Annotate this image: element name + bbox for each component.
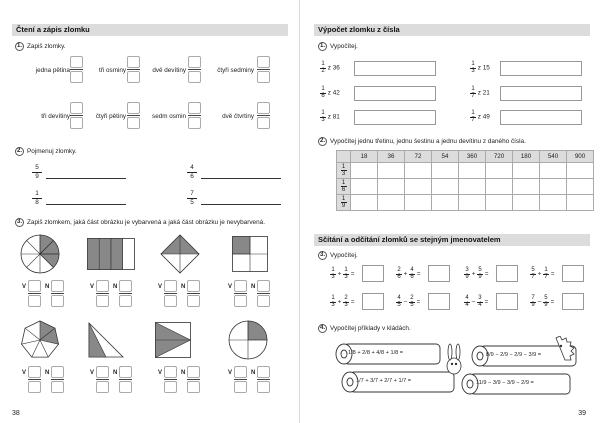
calc-expression: $\frac{1}{6}$ z 42: [321, 86, 340, 100]
triangle-picture: [88, 322, 124, 358]
page-number: 39: [578, 410, 586, 417]
table-header: 900: [567, 151, 594, 163]
fraction-answer-box[interactable]: [51, 280, 64, 307]
fraction-answer-box[interactable]: [164, 280, 177, 307]
logs-illustration: [330, 336, 590, 402]
fraction-equation: $\frac{1}{3}$ + $\frac{1}{3}$ =: [331, 267, 355, 281]
task-text: Vypočítej.: [330, 252, 358, 260]
task-number: 1.: [16, 43, 22, 49]
task-number: 4.: [319, 325, 325, 331]
table-row: $\frac{1}{9}$: [337, 195, 594, 211]
task-number: 3.: [319, 252, 325, 258]
fraction-answer-box[interactable]: [127, 102, 140, 129]
log-expression: 1/7 + 3/7 + 2/7 + 1/7 =: [356, 378, 412, 384]
fraction-answer-box[interactable]: [119, 366, 132, 393]
task-3-instruction: [15, 218, 265, 227]
heptagon-picture: [20, 320, 60, 360]
table-header: 18: [351, 151, 378, 163]
circle-sixths-picture: [228, 320, 268, 360]
table-header: 720: [486, 151, 513, 163]
fraction: 5 9: [35, 164, 39, 180]
answer-line[interactable]: [201, 204, 281, 205]
fraction: 1 8: [35, 190, 39, 206]
equation-answer-box[interactable]: [428, 265, 450, 282]
fraction-answer-box[interactable]: [187, 366, 200, 393]
task-text: Vypočítej.: [330, 43, 358, 51]
fraction-word: čtyři sedminy: [217, 67, 254, 74]
calc-answer-box[interactable]: [354, 61, 436, 76]
table-row: $\frac{1}{3}$: [337, 163, 594, 179]
table-row: $\frac{1}{6}$: [337, 179, 594, 195]
section-title-adding-fractions: Sčítání a odčítání zlomků se stejným jmenovatelem: [314, 234, 590, 246]
task-number: 3.: [16, 219, 22, 225]
right-page: [300, 0, 600, 423]
task-number: 1.: [319, 43, 325, 49]
answer-line[interactable]: [46, 204, 126, 205]
calc-answer-box[interactable]: [500, 110, 582, 125]
task-1-instruction: [318, 42, 358, 51]
fraction-equation: $\frac{2}{6}$ + $\frac{4}{6}$ =: [397, 267, 421, 281]
table-header: 54: [432, 151, 459, 163]
equation-answer-box[interactable]: [562, 265, 584, 282]
table-header: 360: [459, 151, 486, 163]
calc-expression: $\frac{1}{7}$ z 49: [471, 110, 490, 124]
equation-answer-box[interactable]: [496, 265, 518, 282]
fraction-word: tři devítiny: [41, 113, 70, 120]
task-1-instruction: [15, 42, 66, 51]
equation-answer-box[interactable]: [362, 265, 384, 282]
fraction-word: dvě čtvrtiny: [222, 113, 254, 120]
fraction-equation: $\frac{7}{9}$ – $\frac{5}{9}$ =: [531, 295, 555, 309]
fraction-answer-box[interactable]: [234, 366, 247, 393]
calc-answer-box[interactable]: [500, 86, 582, 101]
table-header: 36: [378, 151, 405, 163]
fraction-answer-box[interactable]: [257, 366, 270, 393]
fraction-answer-box[interactable]: [96, 280, 109, 307]
fraction-equation: $\frac{5}{7}$ + $\frac{1}{7}$ =: [531, 267, 555, 281]
fraction-answer-box[interactable]: [257, 56, 270, 83]
equation-answer-box[interactable]: [496, 293, 518, 310]
answer-line[interactable]: [201, 178, 281, 179]
task-text: Pojmenuj zlomky.: [27, 148, 77, 156]
square-triangles-picture: [155, 322, 195, 358]
fraction-answer-box[interactable]: [257, 102, 270, 129]
fraction-equation: $\frac{4}{5}$ – $\frac{2}{5}$ =: [397, 295, 421, 309]
left-page: Čtení a zápis zlomku 1. Zapiš zlomky. jedna pětina tři osminy dvě devítiny čtyři sedminy tři devítiny čtyři pětiny sedm osmin dvě čtvrtiny 2. Pojmenuj zlomky. 5 9 4 6 1 8 7 5 3. Zapiš zlomkem, jaká část obrázku je vybarvená a jaká část obrázku je nevybarvená. V N V N V N V N V N V N V N V N 38: [0, 0, 300, 423]
diamond-picture: [160, 234, 200, 274]
calc-expression: $\frac{1}{2}$ z 36: [321, 61, 340, 75]
fraction-equation: $\frac{3}{9}$ + $\frac{5}{9}$ =: [465, 267, 489, 281]
log-expression: 1/8 + 2/8 + 4/8 + 1/8 =: [348, 350, 404, 356]
equation-answer-box[interactable]: [362, 293, 384, 310]
task-2-instruction: [318, 137, 526, 146]
answer-line[interactable]: [46, 178, 126, 179]
table-header: 540: [540, 151, 567, 163]
task-number: 2.: [16, 148, 22, 154]
square-quarters-picture: [232, 236, 268, 272]
table-header: 180: [513, 151, 540, 163]
calc-expression: $\frac{1}{3}$ z 15: [471, 61, 490, 75]
fraction-word: sedm osmin: [152, 113, 186, 120]
fraction-answer-box[interactable]: [188, 102, 201, 129]
fraction: 7 5: [190, 190, 194, 206]
calc-expression: $\frac{1}{7}$ z 21: [471, 86, 490, 100]
fraction-answer-box[interactable]: [70, 102, 83, 129]
task-text: Vypočítej jednu třetinu, jednu šestinu a jednu devítinu z daného čísla.: [330, 138, 526, 146]
fraction-word: čtyři pětiny: [95, 113, 126, 120]
fraction-answer-box[interactable]: [51, 366, 64, 393]
section-title-reading-fractions: Čtení a zápis zlomku: [12, 24, 288, 36]
table-header: 72: [405, 151, 432, 163]
task-text: Zapiš zlomkem, jaká část obrázku je vybarvená a jaká část obrázku je nevybarvená.: [27, 219, 265, 227]
page-number: 38: [12, 410, 20, 417]
calc-expression: $\frac{1}{3}$ z 81: [321, 110, 340, 124]
section-title-fraction-of-number: Výpočet zlomku z čísla: [314, 24, 590, 36]
task-number: 2.: [319, 138, 325, 144]
task-text: Zapiš zlomky.: [27, 43, 66, 51]
fraction-word: dvě devítiny: [152, 67, 186, 74]
fraction-answer-box[interactable]: [127, 56, 140, 83]
fraction-word: jedna pětina: [35, 67, 70, 74]
fraction-answer-box[interactable]: [234, 280, 247, 307]
fraction-table: [336, 150, 594, 211]
task-3-instruction: [318, 251, 358, 260]
log-expression: 11/9 − 3/9 − 3/9 − 2/9 =: [476, 380, 534, 386]
fraction: 4 6: [190, 164, 194, 180]
fraction-answer-box[interactable]: [188, 56, 201, 83]
fraction-equation: $\frac{1}{3}$ + $\frac{2}{3}$ =: [331, 295, 355, 309]
task-4-instruction: [318, 324, 411, 333]
fraction-answer-box[interactable]: [28, 366, 41, 393]
equation-answer-box[interactable]: [428, 293, 450, 310]
fraction-answer-box[interactable]: [119, 280, 132, 307]
fraction-word: tři osminy: [99, 67, 126, 74]
circle-eighths-picture: [20, 234, 60, 274]
log-expression: 8/9 − 2/9 − 2/9 − 3/9 =: [486, 352, 542, 358]
fraction-answer-box[interactable]: [187, 280, 200, 307]
fraction-equation: $\frac{4}{4}$ – $\frac{3}{4}$ =: [465, 295, 489, 309]
calc-answer-box[interactable]: [354, 110, 436, 125]
task-2-instruction: [15, 147, 77, 156]
calc-answer-box[interactable]: [354, 86, 436, 101]
fraction-answer-box[interactable]: [164, 366, 177, 393]
fraction-answer-box[interactable]: [28, 280, 41, 307]
fraction-answer-box[interactable]: [70, 56, 83, 83]
task-text: Vypočítej příklady v kládách.: [330, 325, 411, 333]
fraction-answer-box[interactable]: [96, 366, 109, 393]
calc-answer-box[interactable]: [500, 61, 582, 76]
equation-answer-box[interactable]: [562, 293, 584, 310]
rectangle-strips-picture: [87, 238, 135, 270]
fraction-answer-box[interactable]: [257, 280, 270, 307]
